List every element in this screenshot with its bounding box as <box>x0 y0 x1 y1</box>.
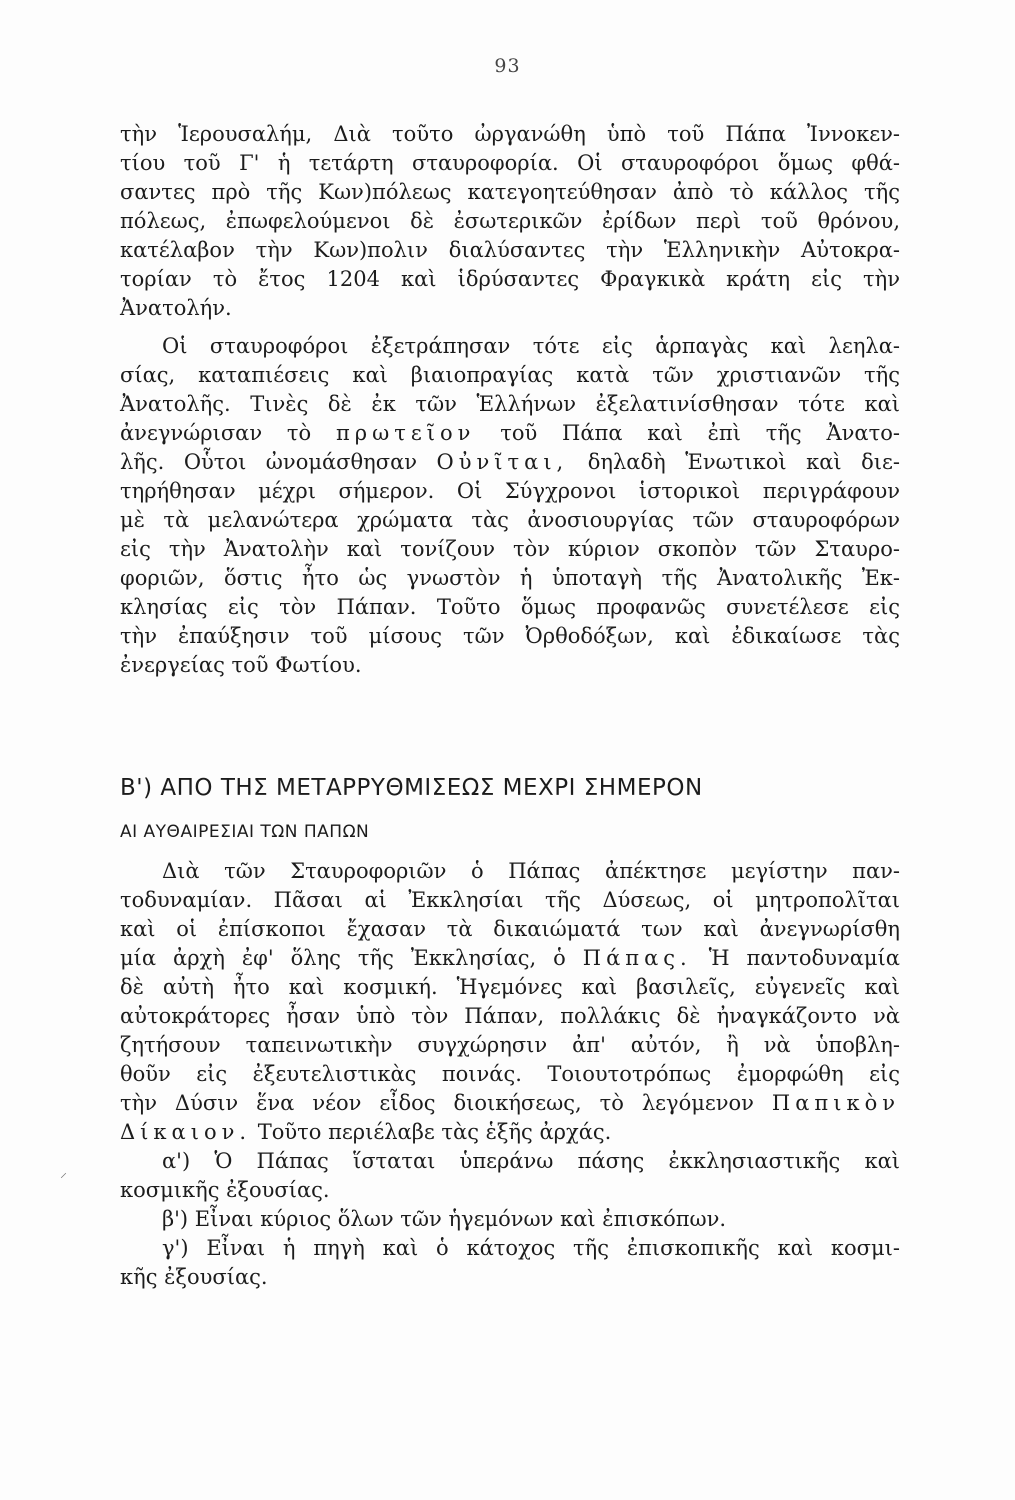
text-line <box>120 1118 900 1147</box>
text-line: τορίαν τὸ ἔτος 1204 καὶ ἱδρύσαντες Φραγκικὰ κράτη εἰς τὴν <box>120 267 900 291</box>
text-line: αὐτοκράτορες ἦσαν ὑπὸ τὸν Πάπαν, πολλάκις δὲ ἠναγκάζοντο νὰ <box>120 1004 900 1028</box>
text-line: Οἱ σταυροφόροι ἐξετράπησαν τότε εἰς ἁρπαγὰς καὶ λεηλα- <box>162 334 900 358</box>
spaced-term: Παπικὸν <box>771 1091 900 1115</box>
spaced-term: πρωτεῖον <box>335 421 476 445</box>
text-line: Διὰ τῶν Σταυροφοριῶν ὁ Πάπας ἀπέκτησε μεγίστην παν- <box>162 859 900 883</box>
text-line: ἐνεργείας τοῦ Φωτίου. <box>120 653 362 677</box>
text-span: Ἡ παντοδυναμία <box>708 946 900 970</box>
text-span: τοῦ Πάπα καὶ ἐπὶ τῆς Ἀνατο- <box>500 421 900 445</box>
list-item-a: α') Ὁ Πάπας ἵσταται ὑπεράνω πάσης ἐκκλησιαστικῆς καὶ <box>162 1149 900 1173</box>
list-item-b: β') Εἶναι κύριος ὅλων τῶν ἡγεμόνων καὶ ἐπισκόπων. <box>162 1207 727 1231</box>
text-line: σαντες πρὸ τῆς Κων)πόλεως κατεγοητεύθησαν ἀπὸ τὸ κάλλος τῆς <box>120 180 900 204</box>
text-line: τοδυναμίαν. Πᾶσαι αἱ Ἐκκλησίαι τῆς Δύσεως, οἱ μητροπολῖται <box>120 888 900 912</box>
text-line: ζητήσουν ταπεινωτικὴν συγχώρησιν ἀπ' αὐτόν, ἢ νὰ ὑποβλη- <box>120 1033 900 1057</box>
text-line: τὴν Ἱερουσαλήμ, Διὰ τοῦτο ὠργανώθη ὑπὸ τοῦ Πάπα Ἰννοκεν- <box>120 122 900 146</box>
text-line: θοῦν εἰς ἐξευτελιστικὰς ποινάς. Τοιουτοτρόπως ἐμορφώθη εἰς <box>120 1062 900 1086</box>
text-line: φοριῶν, ὅστις ἦτο ὡς γνωστὸν ἡ ὑποταγὴ τῆς Ἀνατολικῆς Ἐκ- <box>120 566 900 590</box>
text-line <box>120 1089 900 1118</box>
text-line: σίας, καταπιέσεις καὶ βιαιοπραγίας κατὰ τῶν χριστιανῶν τῆς <box>120 363 900 387</box>
list-item-a-continuation: κοσμικῆς ἐξουσίας. <box>120 1178 330 1202</box>
text-span: μία ἀρχὴ ἐφ' ὅλης τῆς Ἐκκλησίας, ὁ <box>120 946 566 970</box>
text-line: Ἀνατολῆς. Τινὲς δὲ ἐκ τῶν Ἑλλήνων ἐξελατινίσθησαν τότε καὶ <box>120 392 900 416</box>
spaced-term: Δίκαιον. <box>120 1120 252 1144</box>
page-number: 93 <box>494 55 521 77</box>
text-line: δὲ αὐτὴ ἦτο καὶ κοσμική. Ἡγεμόνες καὶ βασιλεῖς, εὐγενεῖς καὶ <box>120 975 900 999</box>
list-item-c: γ') Εἶναι ἡ πηγὴ καὶ ὁ κάτοχος τῆς ἐπισκοπικῆς καὶ κοσμι- <box>162 1236 900 1260</box>
text-span: λῆς. Οὗτοι ὠνομάσθησαν <box>120 450 418 474</box>
text-line: τίου τοῦ Γ' ἡ τετάρτη σταυροφορία. Οἱ σταυροφόροι ὅμως φθά- <box>120 151 900 175</box>
list-item-c-continuation: κῆς ἐξουσίας. <box>120 1265 268 1289</box>
section-1-text <box>120 120 900 680</box>
text-line <box>120 448 900 477</box>
text-line: κατέλαβον τὴν Κων)πολιν διαλύσαντες τὴν Ἑλληνικὴν Αὐτοκρα- <box>120 238 900 262</box>
text-line: τηρήθησαν μέχρι σήμερον. Οἱ Σύγχρονοι ἱστορικοὶ περιγράφουν <box>120 479 900 503</box>
text-line: εἰς τὴν Ἀνατολὴν καὶ τονίζουν τὸν κύριον σκοπὸν τῶν Σταυρο- <box>120 537 900 561</box>
text-span: δηλαδὴ Ἑνωτικοὶ καὶ διε- <box>587 450 900 474</box>
text-line <box>120 419 900 448</box>
text-span: τὴν Δύσιν ἕνα νέον εἶδος διοικήσεως, τὸ λεγόμενον <box>120 1091 754 1115</box>
section-2-text <box>120 857 900 1292</box>
text-line: καὶ οἱ ἐπίσκοποι ἔχασαν τὰ δικαιώματά των καὶ ἀνεγνωρίσθη <box>120 917 900 941</box>
spaced-term: Πάπας. <box>582 946 692 970</box>
text-span: Τοῦτο περιέλαβε τὰς ἑξῆς ἀρχάς. <box>257 1120 612 1144</box>
margin-mark: ⸝ <box>60 1165 67 1181</box>
text-span: ἀνεγνώρισαν τὸ <box>120 421 312 445</box>
text-line: Ἀνατολήν. <box>120 296 232 320</box>
text-line: κλησίας εἰς τὸν Πάπαν. Τοῦτο ὅμως προφανῶς συνετέλεσε εἰς <box>120 595 900 619</box>
subsection-heading: ΑΙ ΑΥΘΑΙΡΕΣΙΑΙ ΤΩΝ ΠΑΠΩΝ <box>120 822 370 842</box>
section-heading: Β') ΑΠΟ ΤΗΣ ΜΕΤΑΡΡΥΘΜΙΣΕΩΣ ΜΕΧΡΙ ΣΗΜΕΡΟΝ <box>120 775 703 801</box>
text-line: μὲ τὰ μελανώτερα χρώματα τὰς ἀνοσιουργίας τῶν σταυροφόρων <box>120 508 900 532</box>
spaced-term: Οὐνῖται, <box>436 450 569 474</box>
text-line: πόλεως, ἐπωφελούμενοι δὲ ἐσωτερικῶν ἐρίδων περὶ τοῦ θρόνου, <box>120 209 900 233</box>
text-line <box>120 944 900 973</box>
text-line: τὴν ἐπαύξησιν τοῦ μίσους τῶν Ὀρθοδόξων, καὶ ἐδικαίωσε τὰς <box>120 624 900 648</box>
